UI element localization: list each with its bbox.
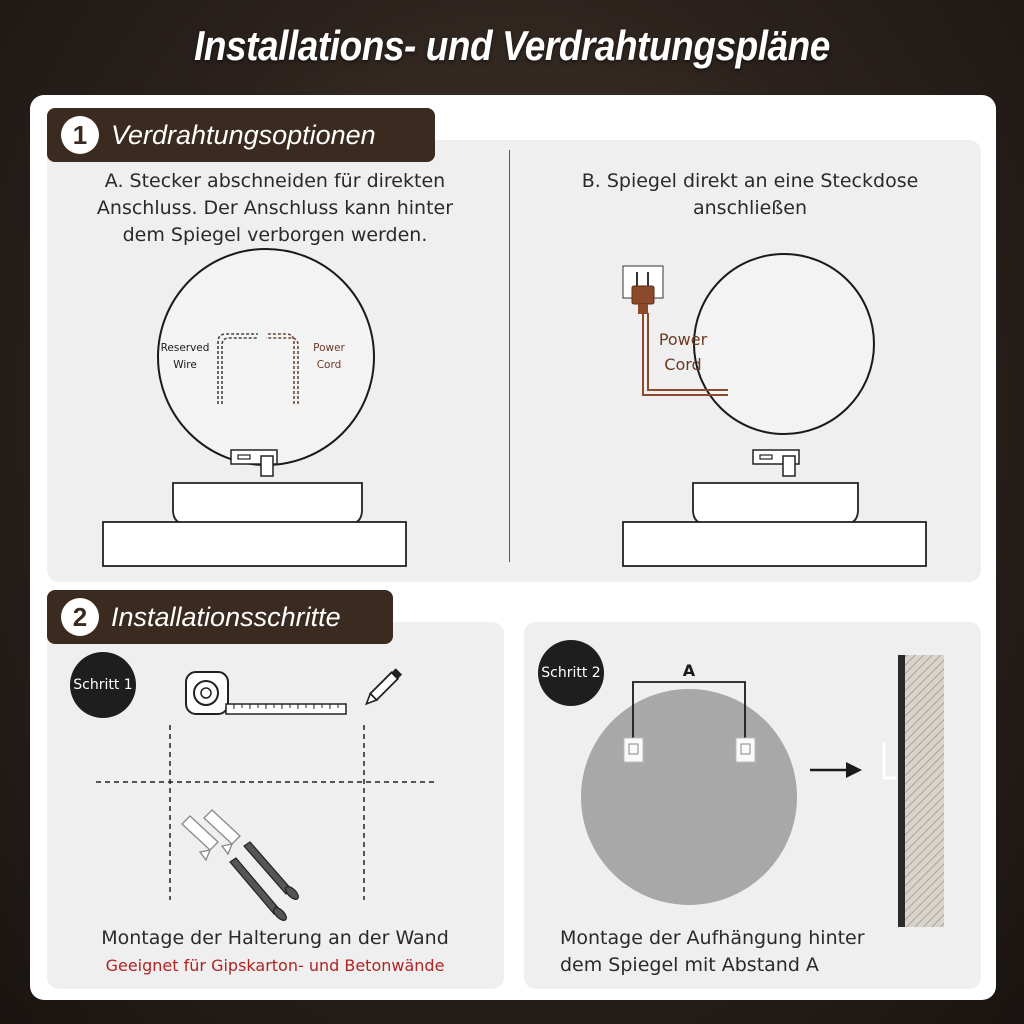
option-b-caption-line-2: anschließen (692, 197, 808, 219)
reserved-wire-label-2: Wire (173, 359, 197, 371)
step-2-badge: Schritt 2 (538, 640, 604, 706)
step-1-badge: Schritt 1 (70, 652, 136, 718)
step-1-note: Geeignet für Gipskarton- und Betonwände (105, 956, 445, 975)
power-cord-label-b-1: Power (658, 330, 708, 349)
section-title-installation: Installationsschritte (111, 601, 341, 632)
section-title-wiring: Verdrahtungsoptionen (111, 119, 376, 150)
arrow-right-icon (810, 762, 862, 778)
step-2-caption-line-2: dem Spiegel mit Abstand A (560, 954, 819, 976)
wall-section (902, 655, 944, 927)
option-a-caption-line-2: Anschluss. Der Anschluss kann hinter (96, 197, 454, 219)
mirror-back-circle (581, 689, 797, 905)
option-a-caption-line-3: dem Spiegel verborgen werden. (122, 224, 428, 246)
section-number-2: 2 (61, 598, 99, 636)
distance-a-label: A (682, 661, 696, 680)
wall-hook-icon (884, 742, 896, 778)
power-cord-label-b-2: Cord (664, 355, 702, 374)
option-a-caption-line-1: A. Stecker abschneiden für direkten (104, 170, 446, 192)
reserved-wire-label-1: Reserved (160, 342, 210, 354)
power-cord-label-a-1: Power (313, 342, 345, 354)
option-b-caption-line-1: B. Spiegel direkt an eine Steckdose (581, 170, 919, 192)
page-title: Installations- und Verdrahtungspläne (194, 22, 830, 69)
hanger-right-icon (736, 738, 755, 762)
step-2-caption (560, 925, 940, 979)
hanger-left-icon (624, 738, 643, 762)
section-number-1: 1 (61, 116, 99, 154)
step-1-caption: Montage der Halterung an der Wand (101, 927, 449, 949)
step-2-caption-line-1: Montage der Aufhängung hinter (560, 927, 865, 949)
power-cord-label-a-2: Cord (316, 359, 342, 371)
